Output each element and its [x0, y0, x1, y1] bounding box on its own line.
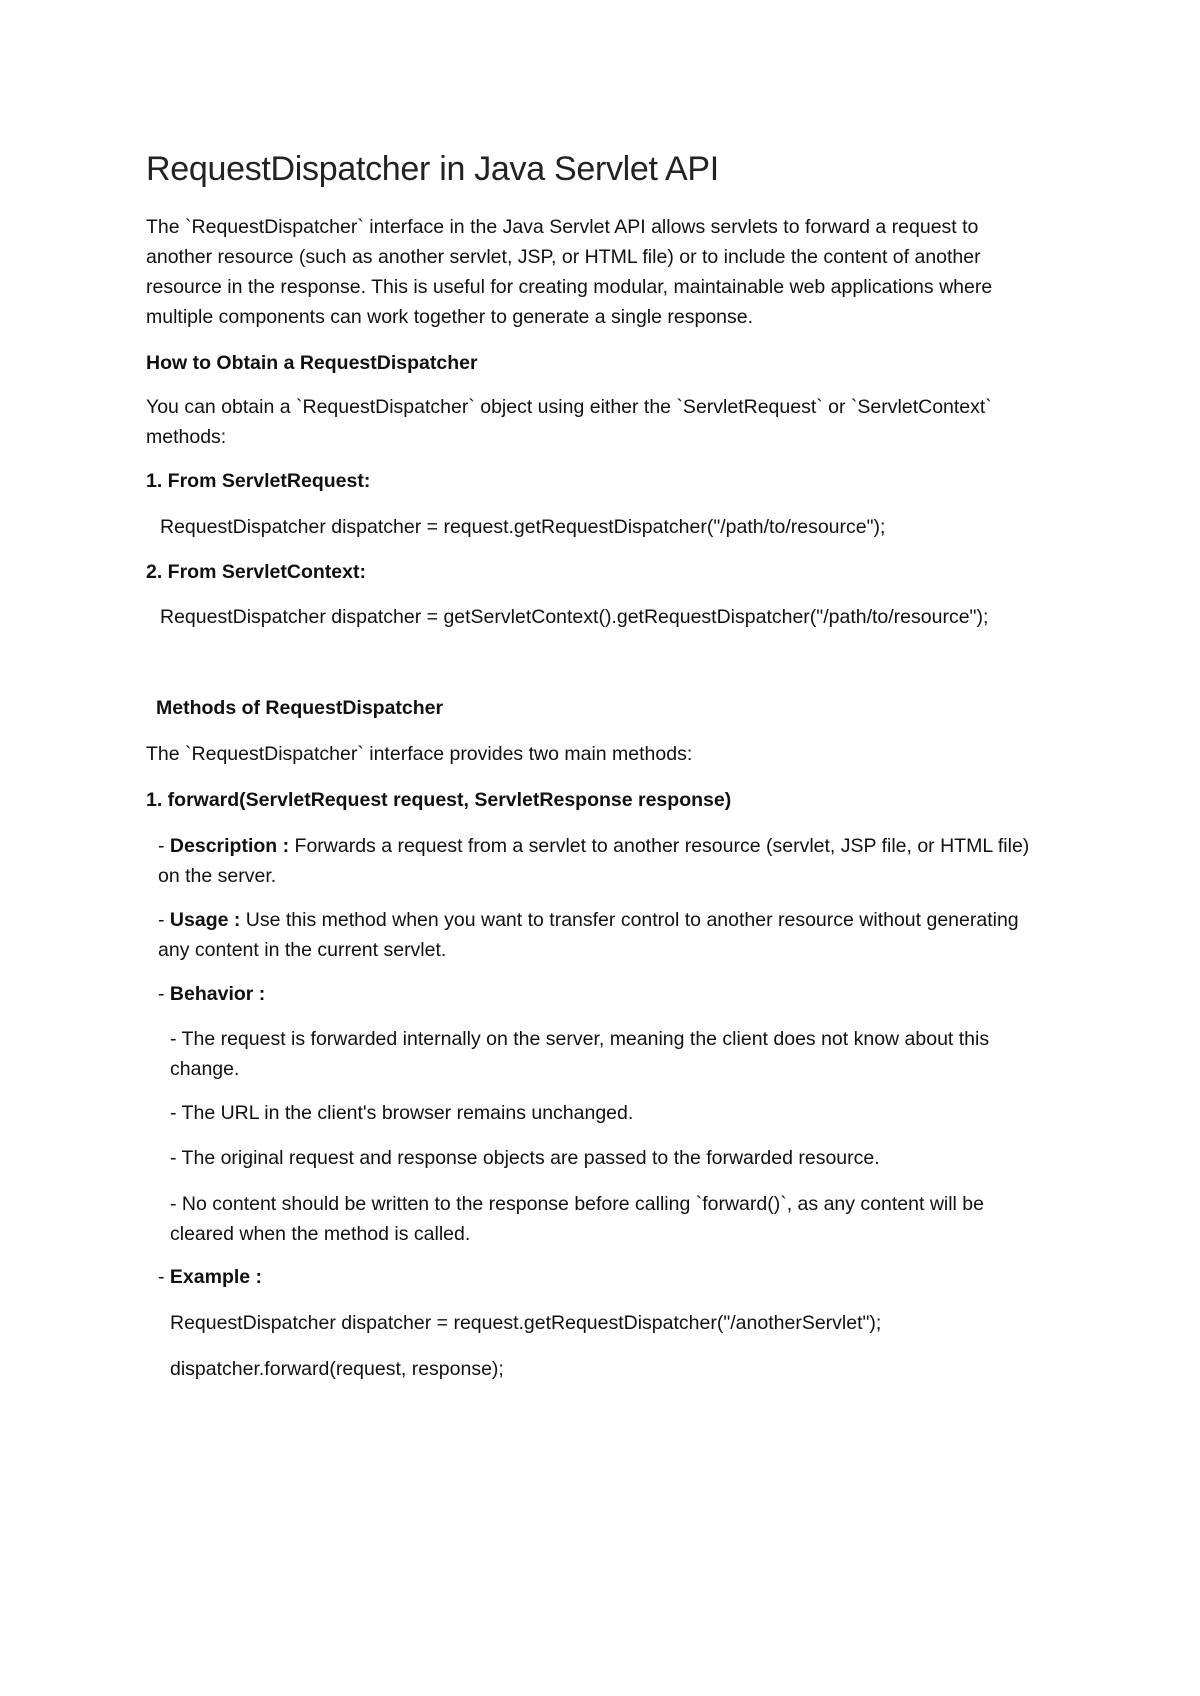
obtain-item1-code: RequestDispatcher dispatcher = request.getRequestDispatcher("/path/to/resource"); — [160, 516, 886, 538]
page-title: RequestDispatcher in Java Servlet API — [146, 150, 719, 188]
obtain-heading: How to Obtain a RequestDispatcher — [146, 352, 478, 374]
dash: - — [158, 835, 165, 857]
description-text: Forwards a request from a servlet to another resource (servlet, JSP file, or HTML file) on the server. — [158, 835, 1030, 887]
dash: - — [158, 909, 165, 931]
usage-label: Usage : — [169, 909, 241, 931]
behavior-line-4: - No content should be written to the response before calling `forward()`, as any content will be cleared when the method is called. — [170, 1193, 985, 1245]
behavior-line-1: - The request is forwarded internally on the server, meaning the client does not know about this change. — [170, 1028, 990, 1080]
description-item — [158, 831, 1046, 891]
behavior-item — [158, 979, 1058, 1009]
example-label: Example : — [169, 1266, 263, 1288]
usage-text: Use this method when you want to transfer control to another resource without generating any content in the current servlet. — [158, 909, 1019, 961]
obtain-item2-label: 2. From ServletContext: — [146, 561, 366, 583]
obtain-item2-code: RequestDispatcher dispatcher = getServletContext().getRequestDispatcher("/path/to/resource"); — [160, 606, 989, 628]
behavior-line-3: - The original request and response objects are passed to the forwarded resource. — [170, 1147, 880, 1169]
intro-paragraph: The `RequestDispatcher` interface in the Java Servlet API allows servlets to forward a request to another resource (such as another servlet, JSP, or HTML file) or to include the content of another resource in the response. This is useful for creating modular, maintainable web applications where multiple components can work together to generate a single response. — [146, 216, 993, 328]
example-code-line-2: dispatcher.forward(request, response); — [170, 1358, 504, 1380]
methods-text: The `RequestDispatcher` interface provides two main methods: — [146, 743, 693, 765]
behavior-label: Behavior : — [169, 983, 266, 1005]
methods-heading: Methods of RequestDispatcher — [156, 697, 444, 719]
example-item — [158, 1262, 1058, 1292]
description-label: Description : — [169, 835, 290, 857]
behavior-line-2: - The URL in the client's browser remains unchanged. — [170, 1102, 634, 1124]
dash: - — [158, 983, 165, 1005]
obtain-item1-label: 1. From ServletRequest: — [146, 470, 371, 492]
example-code-line-1: RequestDispatcher dispatcher = request.getRequestDispatcher("/anotherServlet"); — [170, 1312, 882, 1334]
dash: - — [158, 1266, 165, 1288]
obtain-text: You can obtain a `RequestDispatcher` object using either the `ServletRequest` or `ServletContext` methods: — [146, 396, 992, 448]
forward-heading: 1. forward(ServletRequest request, ServletResponse response) — [146, 789, 732, 811]
usage-item — [158, 905, 1046, 965]
